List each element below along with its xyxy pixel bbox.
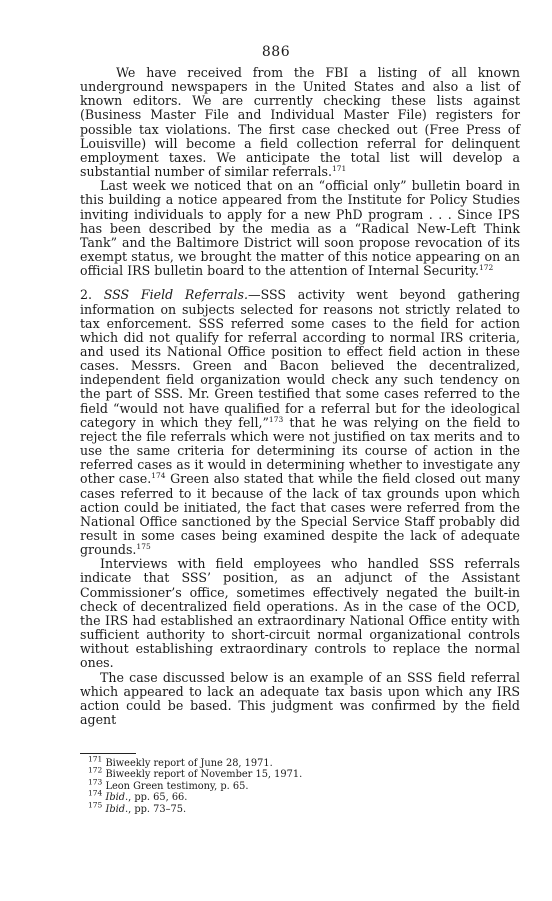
footnote-ref: 174 — [151, 471, 166, 481]
footnote — [80, 788, 520, 804]
footnote-ref: 171 — [332, 163, 347, 173]
section-text: Green also stated that while the field closed out many cases referred to it because of the lack of tax grounds upon which action could be initiated, the fact that cases were referred from the National Office sanctioned by the Special Service Staff probably did result in some cases being examined despite the lack of adequate grounds. — [80, 471, 520, 558]
footnote-ref: 172 — [478, 263, 494, 272]
footnote — [80, 754, 520, 769]
footnote-number: 172 — [88, 766, 103, 776]
footnote-ref: 173 — [268, 414, 284, 424]
section-number: 2. — [80, 287, 93, 303]
section-sss-field-referrals — [80, 288, 520, 557]
footnote-italic: Ibid. — [105, 803, 129, 815]
footnote — [80, 766, 520, 781]
section-text: —SSS activity went beyond gathering information on subjects selected for reasons not strictly related to tax enforcement. SSS referred some cases to the field for action which did not qualify for referral according to normal IRS criteria, and used its National Office position to effect field action in these cases. Messrs. Green and Bacon believed the decentralized, independent field organization would check any such tendency on the part of SSS. Mr. Green testified that some cases referred to the field “would not have qualified for a referral but for the ideological category in which they fell,” — [80, 287, 520, 430]
paragraph-text: We have received from the FBI a listing of all known underground newspapers in the United States and also a list of known editors. We are currently checking these lists against (Business Master File and Individual Master File) registers for possible tax violations. The first case checked out (Free Press of Louisville) will become a field collection referral for delinquent employment taxes. We anticipate the total list will develop a substantial number of similar referrals. — [80, 65, 520, 180]
footnote-italic: Ibid. — [105, 792, 129, 804]
footnote-ref: 175 — [136, 541, 151, 551]
footnote-text: , pp. 73–75. — [128, 803, 187, 815]
footnote-number: 174 — [88, 788, 103, 798]
footnote-text: Biweekly report of June 28, 1971. — [105, 758, 273, 769]
footnotes — [80, 754, 520, 815]
page-number: 886 — [261, 44, 291, 60]
footnote-number: 175 — [88, 800, 103, 810]
paragraph-fbi-listing — [80, 66, 520, 179]
footnote-number: 173 — [88, 777, 103, 787]
paragraph-interviews: Interviews with field employees who handled SSS referrals indicate that SSS’ position, as an adjunct of the Assistant Commissioner’s office, sometimes effectively negated the built-in check of decentralized field operations. As in the case of the OCD, the IRS had established an extraordinary National Office entity with sufficient authority to short-circuit normal organizational controls without establishing extraordinary controls to replace the normal ones. — [80, 556, 520, 671]
footnote — [80, 800, 520, 815]
paragraph-text: Last week we noticed that on an “official only” bulletin board in this building a notice appeared from the Institute for Policy Studies inviting individuals to apply for a new PhD program . . . Since IPS has been described by the media as a “Radical New-Left Think Tank” and the Baltimore District will soon propose revocation of its exempt status, we brought the matter of this notice appearing on an official IRS bulletin board to the attention of Internal Security. — [80, 178, 520, 279]
footnote-text: , pp. 65, 66. — [128, 792, 188, 804]
section-heading: SSS Field Referrals. — [103, 287, 248, 303]
footnote — [80, 777, 520, 792]
section-text: that he was relying on the field to reject the file referrals which were not justified on tax merits and to use the same criteria for determining its course of action in the referred cases as it would in determining whether to investigate any other case. — [80, 414, 520, 487]
footnote-text: Leon Green testimony, p. 65. — [105, 780, 249, 792]
paragraph-case-discussed: The case discussed below is an example of an SSS field referral which appeared to lack an adequate tax basis upon which any IRS action could be based. This judgment was confirmed by the field agent — [80, 669, 520, 728]
body-text — [80, 66, 520, 727]
paragraph-ips-notice — [80, 179, 520, 278]
footnote-number: 171 — [88, 754, 103, 764]
footnote-text: Biweekly report of November 15, 1971. — [105, 769, 303, 781]
